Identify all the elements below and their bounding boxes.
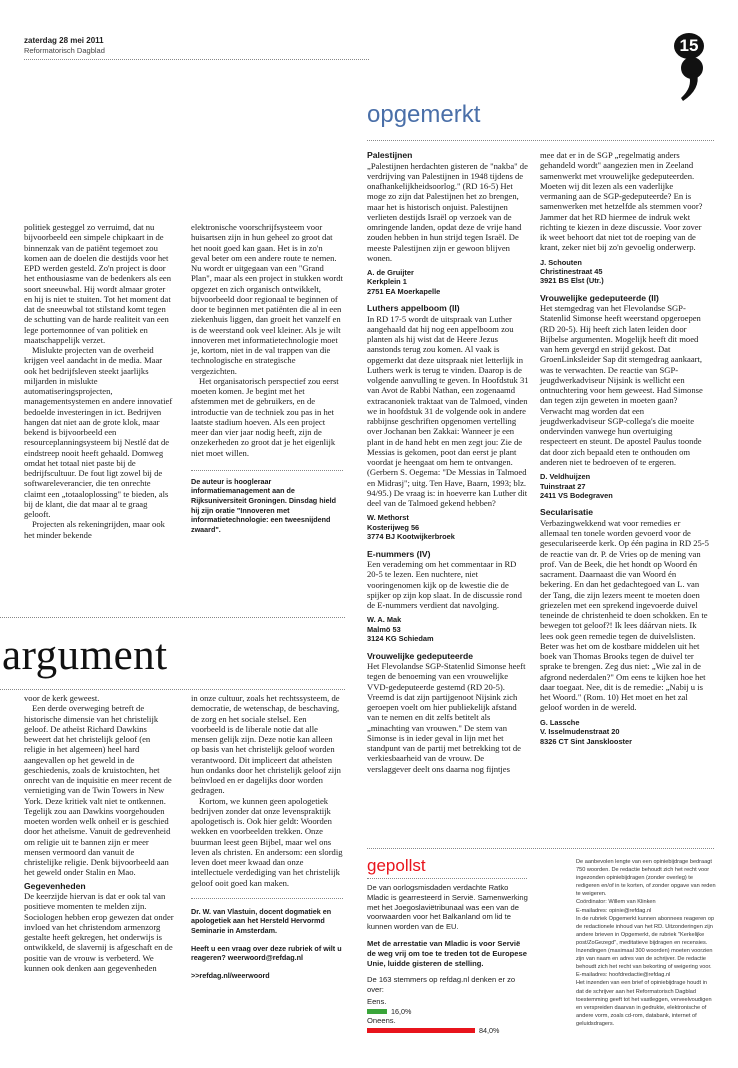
- page-number: 15: [679, 36, 699, 55]
- letter-city: 3774 BJ Kootwijkerbroek: [367, 532, 455, 542]
- letter-street: Tuinstraat 27: [540, 481, 586, 491]
- poll-body: [367, 883, 529, 1035]
- letter-body: Het stemgedrag van het Flevolandse SGP-Statenlid Simonse heeft weerstand opgeroepen (RD 20-5). Hij heeft zich laten leiden door Bijbelse argumenten. Mogelijk heeft dit moed van hem gevergd en strijd gekost. Dat GroenLinksleider Sap dit stemgedrag aankaart, was te verwachten. De reactie van SGP-jeugdwerkadviseur Nijsink is wellicht een ontnuchtering voor hem geweest. Had Simonse dan tegen zijn geweten in moeten gaan? Verwacht mag worden dat een jeugdwerkadviseur SGP-collega's die moeite ondervinden vanwege hun overtuiging respecteert en steunt. De apostel Paulus toonde dat door zich bepaald eten te onthouden om anderen niet te bedroeven of te ergeren.: [540, 303, 703, 467]
- letter-street: V. Isselmudenstraat 20: [540, 727, 620, 737]
- poll-answer-value: 16,0%: [391, 1006, 412, 1016]
- letter-city: 2411 VS Bodegraven: [540, 491, 613, 501]
- argument-subheading: Gegevenheden: [24, 880, 86, 891]
- poll-answer-value: 84,0%: [479, 1025, 500, 1035]
- colofon-text: Coördinator: Willem van Klinken: [576, 899, 656, 906]
- letter-street: Christinestraat 45: [540, 266, 603, 276]
- argument-paragraph: in onze cultuur, zoals het rechtssysteem, de democratie, de wetenschap, de beschaving, de zorg en het sociale stelsel. Een voorbeeld is de liberale notie dat alle mensen gelijk zijn. Deze notie kan alleen op basis van het christelijk geloof worden verantwoord. Dit impliceert dat atheïsten hun ondanks door het christelijk geloof zijn beïnvloed en er dagelijks door worden gedragen.: [191, 693, 341, 796]
- argument-title: argument: [2, 632, 168, 679]
- page-header: [24, 36, 324, 56]
- letter-signature: [540, 718, 710, 746]
- letter-name: A. de Gruijter: [367, 268, 414, 277]
- left-col2-paragraph: Het organisatorisch perspectief zou eerst moeten komen. Je begint met het afstemmen met de gebruikers, en de introductie van de techniek zou pas in het laatste stadium hoeven. Als een project meer dan vier jaar nodig heeft, zijn de onzekerheden zo groot dat je het eigenlijk niet moet willen.: [191, 375, 339, 458]
- letter-body: mee dat er in de SGP „regelmatig anders gehandeld wordt" aangezien men in Zeeland samenwerkt met vrouwelijke gedeputeerden. Moeten wij dit lezen als een vaderlijke vermaning aan de SGP-gedeputeerde? En is samenwerken met hetzelfde als stemmen voor? Jammer dat het RD hiermee de indruk wekt richting te kiezen in deze discussie. Voor zover ik weet behoort dat niet tot de roeping van de krant, zeker niet bij zo'n gevoelig onderwerp.: [540, 150, 703, 253]
- letter-name: G. Lassche: [540, 717, 580, 727]
- poll-answer-2: [367, 1016, 529, 1035]
- poll-title-rule: [367, 878, 527, 879]
- poll-bar-track: [367, 1007, 529, 1016]
- letter-body: „Palestijnen herdachten gisteren de "nakba" de verdrijving van Palestijnen in 1948 tijdens de onafhankelijkheidsoorlog." (RD 16-5) Het moge zo zijn dat Palestijnen het zo brengen, maar het is historisch onjuist. Palestijnen verlieten destijds Israël op verzoek van de omringende landen, opdat deze de vrije hand zouden hebben in hun strijd tegen Israël. De meeste Palestijnen zijn er gewoon blijven wonen.: [367, 160, 528, 263]
- colofon-text: Het inzenden van een brief of opiniebijdrage houdt in dat de schrijver aan het Reformatorisch Dagblad toestemming geeft tot het vastleggen, verveelvoudigen en verspreiden daarvan in gedrukte, elektronische of andere vorm, zoals cd-rom, databank, internet of geluidsdragers.: [576, 980, 712, 1027]
- colofon-text: De aanbevolen lengte van een opiniebijdrage bedraagt 750 woorden. De redactie behoudt zich het recht voor ingezonden opiniebijdragen (zonder overleg) te redigeren en/of in te korten, of zonder opgave van reden te weigeren.: [576, 859, 716, 898]
- argument-paragraph: De keerzijde hiervan is dat er ook tal van positieve momenten te melden zijn. Sociologen hebben erop gewezen dat onder invloed van het christendom armenzorg gestalte heeft gekregen, het onderwijs is ontwikkeld, de slavernij is afgeschaft en de positie van de vrouw is verbeterd. We kunnen ook denken aan gegevenheden: [24, 891, 174, 973]
- colofon: [576, 858, 716, 1028]
- colofon-text: E-mailadres: opinie@refdag.nl: [576, 907, 652, 914]
- letter-name: D. Veldhuijzen: [540, 472, 591, 482]
- left-article-col-2: [191, 222, 343, 534]
- author-note-1: De auteur is hoogleraar informatiemanagement aan de Rijksuniversiteit Groningen. Dinsdag hield hij zijn oratie "Innoveren met informatietechnologie: een tweesnijdend zwaard".: [191, 476, 336, 534]
- poll-intro: De van oorlogsmisdaden verdachte Ratko Mladic is gearresteerd in Servië. Samenwerking met het Joegoslaviëtribunaal was een van de voorwaarden voor het Balkanland om lid te kunnen worden van de EU.: [367, 883, 528, 932]
- poll-bar-green: [367, 1009, 387, 1014]
- poll-answer-label: Oneens.: [367, 1015, 396, 1025]
- left-col1-paragraph: politiek gesteggel zo verruimd, dat nu bijvoorbeeld een simpele chipkaart in de binnenzak van de patiënt tegemoet zou komen aan de doelen die destijds voor het EPD werden gesteld. Zo'n project is door het enthousiasme van de bedenkers als een soort sneeuwbal. Hij wordt almaar groter en hij is niet te stuiten. Tot het moment dat dat de sneeuwbal tot stilstand komt tegen de schutting van de harde realiteit van een lege portemonnee of van politiek en maatschappelijk verzet.: [24, 222, 171, 345]
- argument-col-1: [24, 693, 174, 973]
- letter-heading: Luthers appelboom (II): [367, 303, 460, 314]
- poll-answer-1: [367, 997, 529, 1016]
- letter-name: W. A. Mak: [367, 615, 402, 625]
- poll-question: Met de arrestatie van Mladic is voor Servië de weg vrij om toe te treden tot de Europese Unie, luidde gisteren de stelling.: [367, 938, 527, 968]
- argument-col-2: [191, 693, 343, 980]
- letter-name: J. Schouten: [540, 257, 582, 267]
- letter-heading: Secularisatie: [540, 507, 594, 518]
- letter-city: 3124 KG Schiedam: [367, 634, 434, 644]
- letters-col-1: [367, 150, 529, 774]
- argument-intro: voor de kerk geweest.: [24, 693, 100, 703]
- poll-respondents: De 163 stemmers op refdag.nl denken er zo over:: [367, 975, 516, 995]
- letter-heading: Vrouwelijke gedeputeerde: [367, 650, 474, 661]
- letter-body: Verbazingwekkend wat voor remedies er allemaal ten tonele worden gevoerd voor de geseculariseerde kerk. Op één pagina in RD 25-5 de reactie van dr. P. de Vries op de mening van prof. Van de Beek, die het hondt op Woord én sacrament. Daarnaast die van Woord én bekering. En dan het gedachtegoed van L. van der Tang, die zijn lezers meent te moeten doen griezelen met een sprekend ingevoerde duivel teneinde de christenheid te doen schokken. En te bewegen tot geloof?! Ik lees dáárvan niets. Ik lees ook geen remedie tegen de duivelslisten. Beter was het om de kostbare middelen uit het boek van Thomas Brooks tegen de duivel ter sprake te brengen. Zeg dus niet: „Wie zal in de afgrond nederdalen?" Om eens te kijken hoe het daar toegaat. Nee, dit is de remedie: „Nabij u is het Woord." (Rom. 10) Het moet en het zal geloof worden in de wereld.: [540, 517, 709, 713]
- poll-bar-red: [367, 1028, 475, 1033]
- poll-bar-track: [367, 1026, 529, 1035]
- letter-body: Het Flevolandse SGP-Statenlid Simonse heeft tegen de benoeming van een vrouwelijke VVD-gedeputeerde gestemd (RD 20-5). Vreemd is dat zijn partijgenoot Nijsink zich geroepen voelt om hier publiekelijk afstand van te nemen en dit zelfs betitelt als „minachting van vrouwen." De stem van Simonse is in ieder geval in lijn met het standpunt van de partij met betrekking tot de verkiesbaarheid van de vrouw. De verslaggever deelt ons daarna nog fijntjes: [367, 661, 526, 774]
- letter-signature: [540, 258, 710, 286]
- letter-street: Malmö 53: [367, 624, 401, 634]
- argument-link[interactable]: >>refdag.nl/weerwoord: [191, 970, 270, 980]
- argument-reaction-prompt: Heeft u een vraag over deze rubriek of wilt u reageren? weerwoord@refdag.nl: [191, 943, 342, 963]
- header-rule: [24, 59, 369, 60]
- colofon-text: In de rubriek Opgemerkt kunnen abonnees reageren op de redactionele inhoud van het RD. Uitzonderingen zijn andere brieven in Opgemerkt, de rubriek "Kerkelijke post/ZoGezegd", meditatieve bijdragen en recensies. Inzendingen (maximaal 300 woorden) moeten voorzien zijn van naam en adres van de schrijver. De redactie behoudt zich het recht van bekorting of weigering voor.: [576, 915, 715, 971]
- letter-street: Kosterijweg 56: [367, 522, 420, 532]
- opgemerkt-title: opgemerkt: [367, 101, 481, 128]
- left-col1-paragraph: Projecten als rekeningrijden, maar ook het minder bekende: [24, 519, 165, 540]
- header-date: zaterdag 28 mei 2011: [24, 36, 104, 45]
- argument-paragraph: Kortom, we kunnen geen apologetiek bedrijven zonder dat onze levenspraktijk apologetisch is. Ook hier geldt: Woorden wekken en voorbeelden trekken. Onze buurman leest geen Bijbel, maar wel ons leven als christen. En andersom: een slordig leven doet meer kwaad dan onze intellectuele verdediging van het christelijk geloof ooit goed kan maken.: [191, 795, 343, 888]
- colofon-text: E-mailadres: hoofdredactie@refdag.nl: [576, 972, 671, 979]
- letter-name: W. Methorst: [367, 513, 409, 523]
- letter-city: 2751 EA Moerkapelle: [367, 286, 441, 296]
- argument-title-rule: [0, 689, 345, 690]
- letter-signature: [367, 615, 529, 643]
- argument-paragraph: Een derde overweging betreft de historische dimensie van het christelijk geloof. De atheïst Richard Dawkins beweert dat het christelijk geloof (en religie in het algemeen) heel hard aangevallen op het geweld in de geschiedenis, zoals de kruistochten, het onrecht van de inquisitie en meer recent de vernietiging van de Twin Towers in New York. Deze kritiek valt niet te ontkennen. Tegelijk zou aan Dawkins voorgehouden moeten worden welk onheil er is geschied door het atheïsme. Vanuit de gedrevenheid om religie uit te bannen zijn er meer mensen vermoord dan vanuit de christelijke religie. Denk bijvoorbeeld aan het geweld onder Stalin en Mao.: [24, 703, 172, 878]
- left-article-col-1: [24, 222, 174, 540]
- opgemerkt-rule: [367, 140, 714, 141]
- letter-heading: E-nummers (IV): [367, 548, 431, 559]
- letter-body: Een verademing om het commentaar in RD 20-5 te lezen. Een nuchtere, niet vooringenomen kijk op de kwestie die de spijker op zijn kop slaat. In de discussie rond de E-nummers verdient dat navolging.: [367, 559, 522, 611]
- author-note-1-rule: [191, 470, 343, 471]
- letter-city: 8326 CT Sint Jansklooster: [540, 736, 633, 746]
- letter-city: 3921 BS Elst (Utr.): [540, 276, 604, 286]
- poll-title: gepollst: [367, 856, 426, 875]
- letter-signature: [367, 513, 529, 541]
- section-divider: [0, 617, 345, 618]
- letters-col-2: [540, 150, 710, 746]
- poll-answer-label: Eens.: [367, 996, 387, 1006]
- letters-bottom-rule: [367, 848, 714, 849]
- letter-heading: Palestijnen: [367, 150, 413, 160]
- comma-logo-icon: [675, 55, 709, 103]
- letter-heading: Vrouwelijke gedeputeerde (II): [540, 292, 659, 303]
- left-col1-paragraph: Mislukte projecten van de overheid krijgen veel aandacht in de media. Maar ook het bedrijfsleven steekt jaarlijks miljarden in mislukte automatiseringsprojecten, managementsystemen en andere innovatief bedoelde investeringen in ict. Bedrijven hangen dat niet aan de grote klok, maar bekend is bijvoorbeeld een resourceplanningsysteem bij Nestlé dat de eindstreep nooit heeft gehaald. Domweg omdat het totaal niet paste bij de bedrijfscultuur. De fout ligt zowel bij de softwareleverancier, die ten onrechte claimt een „totaaloplossing" te bieden, als bij de klant, die dat maar al te graag gelooft.: [24, 345, 173, 519]
- left-col2-paragraph: elektronische voorschrijfsysteem voor huisartsen zijn in hun geheel zo groot dat het nooit goed kan gaan. Het is in zo'n geval beter om een andere route te nemen. Nu wordt er uitgegaan van een "Grand Plan", maar als een project in stukken wordt opgezet en zich organisch ontwikkelt, bijvoorbeeld door regionaal te beginnen of door te beginnen met patiënten die al in een ziekenhuis liggen, dan groeit het vanzelf en is de weerstand ook veel kleiner. Als je wilt innoveren met informatietechnologie moet je, kortom, niet in de val trappen van die technologische en strategische vergezichten.: [191, 222, 343, 376]
- header-publication: Reformatorisch Dagblad: [24, 46, 105, 55]
- letter-street: Kerkplein 1: [367, 277, 407, 287]
- letter-signature: [367, 268, 529, 296]
- letter-signature: [540, 472, 710, 500]
- argument-note-rule: [191, 898, 343, 899]
- letter-body: In RD 17-5 wordt de uitspraak van Luther aangehaald dat hij nog een appelboom zou planten als hij wist dat de Heere Jezus aanstonds terug zou komen. Al vaak is opgemerkt dat deze uitspraak niet letterlijk in Luthers werk is terug te vinden. Daarop is de volgende aanvulling te geven. In Hoofdstuk 31 van Avot de Rabbi Nathan, een zogenaamd extracanoniek traktaat van de Talmoed, vinden we in hoofdstuk 31 de volgende ook in andere rabbijnse geschriften opgenomen vertelling over Jochanan ben Zakkai: Wanneer je een plant in de hand hebt en men zegt jou: Zie de Messias is gekomen, poot dan eerst je plant voordat je heengaat om hem te ontvangen. (Gerbern S. Oegema: "De Messias in Talmoed en Midrasj"; uitg. Ten Have, Baarn, 1993; blz. 94/95.) De vraag is: in hoeverre kan Luther dit deel van de Talmoed gekend hebben?: [367, 313, 529, 509]
- argument-author-note: Dr. W. van Vlastuin, docent dogmatiek en apologetiek aan het Hersteld Hervormd Seminarie in Amsterdam.: [191, 906, 332, 935]
